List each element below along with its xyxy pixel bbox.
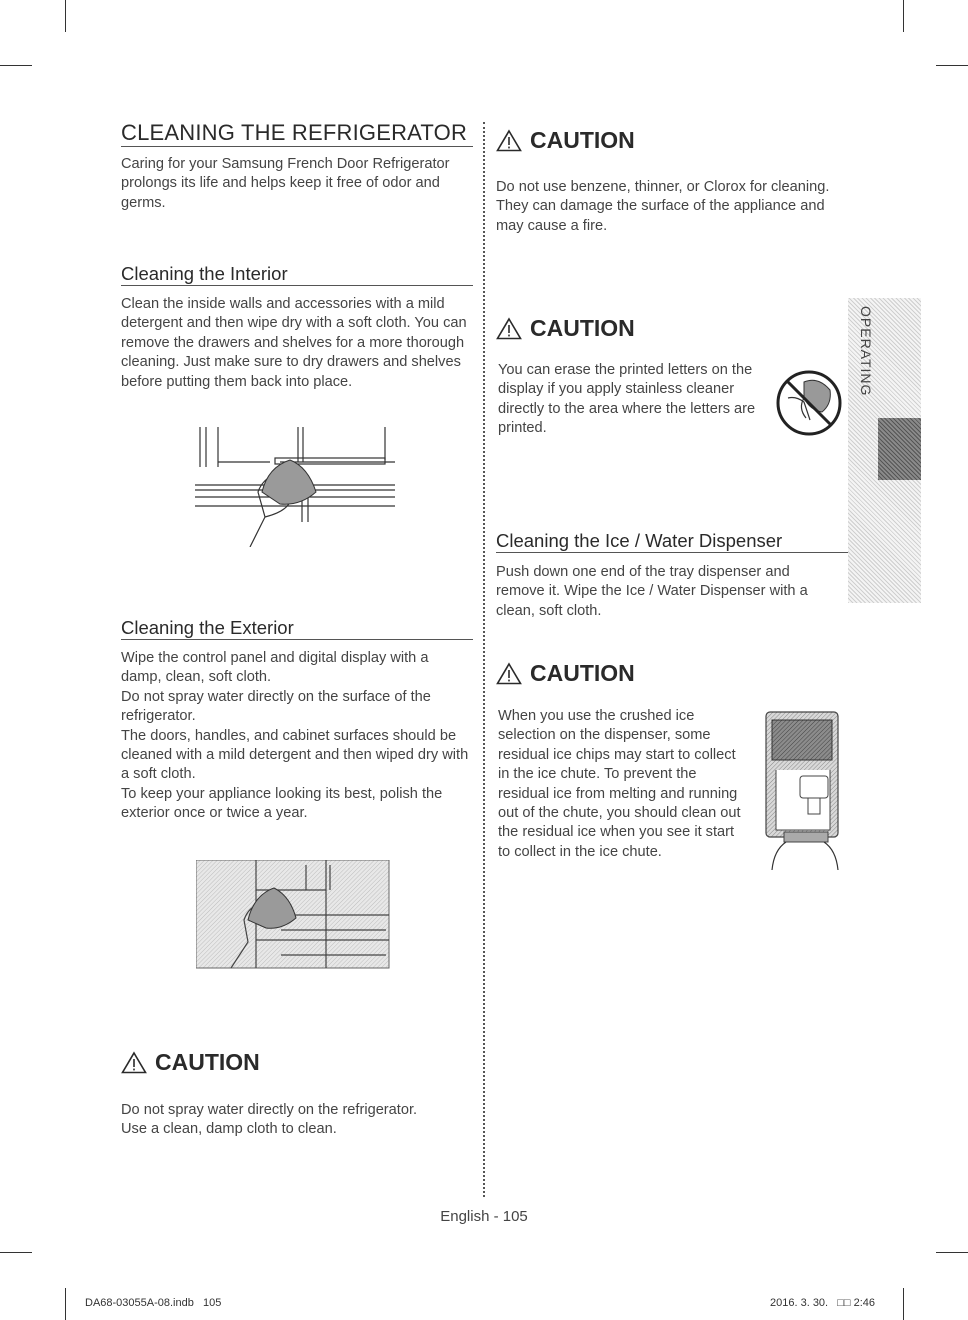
caution-line-2: Use a clean, damp cloth to clean. — [121, 1121, 337, 1138]
warning-triangle-icon — [496, 129, 522, 152]
caution-title: CAUTION — [530, 127, 635, 153]
title-underline — [121, 146, 473, 147]
warning-triangle-icon — [496, 662, 522, 685]
column-separator — [483, 122, 485, 1197]
side-tab-marker — [878, 418, 921, 480]
caution-text: You can erase the printed letters on the display if you apply stainless cleaner directly to the area where the letters are printed. — [498, 362, 756, 437]
crop-mark — [65, 0, 66, 32]
caution-text — [121, 1101, 473, 1140]
crop-mark — [936, 1252, 968, 1253]
no-cleaner-icon — [774, 368, 844, 438]
exterior-para-3: The doors, handles, and cabinet surfaces should be cleaned with a mild detergent and then wiped dry with a soft cloth. — [121, 727, 469, 783]
interior-underline — [121, 285, 473, 286]
dispenser-text: Push down one end of the tray dispenser and remove it. Wipe the Ice / Water Dispenser with a clean, soft cloth. — [496, 564, 808, 619]
caution-title: CAUTION — [530, 660, 635, 686]
exterior-heading: Cleaning the Exterior — [121, 617, 294, 638]
dispenser-underline — [496, 552, 848, 553]
caution-heading — [121, 1049, 260, 1076]
interior-illustration — [190, 422, 405, 547]
caution-line-1: Do not use benzene, thinner, or Clorox for cleaning. — [496, 179, 830, 195]
exterior-underline — [121, 639, 473, 640]
caution-text: When you use the crushed ice selection on the dispenser, some residual ice chips may start to collect in the ice chute. To prevent the residual ice from melting and running out of the chute, you should clean out the residual ice when you see it start to collect in the ice chute. — [498, 708, 741, 860]
caution-heading — [496, 315, 635, 342]
exterior-para-4: To keep your appliance looking its best, polish the exterior once or twice a year. — [121, 785, 443, 822]
dispenser-heading: Cleaning the Ice / Water Dispenser — [496, 530, 783, 551]
exterior-para-1: Wipe the control panel and digital display with a damp, clean, soft cloth. — [121, 650, 429, 686]
caution-line-1: Do not spray water directly on the refrigerator. — [121, 1102, 418, 1118]
crop-mark — [65, 1288, 66, 1320]
side-tab-label: OPERATING — [858, 306, 874, 397]
interior-text: Clean the inside walls and accessories with a mild detergent and then wipe dry with a soft cloth. You can remove the drawers and shelves for a more thorough cleaning. Just make sure to dry drawers and shelves before putting them back into place. — [121, 296, 467, 390]
exterior-text — [121, 649, 473, 824]
page-number: English - 105 — [440, 1208, 528, 1225]
dispenser-illustration — [762, 710, 844, 872]
crop-mark — [936, 65, 968, 66]
section-side-tab — [848, 298, 921, 603]
warning-triangle-icon — [121, 1051, 147, 1074]
caution-heading — [496, 660, 635, 687]
caution-title: CAUTION — [155, 1049, 260, 1075]
crop-mark — [0, 65, 32, 66]
warning-triangle-icon — [496, 317, 522, 340]
exterior-para-2: Do not spray water directly on the surface of the refrigerator. — [121, 688, 431, 725]
caution-text — [496, 178, 851, 236]
crop-mark — [0, 1252, 32, 1253]
main-title: CLEANING THE REFRIGERATOR — [121, 120, 468, 145]
intro-text: Caring for your Samsung French Door Refrigerator prolongs its life and helps keep it free of odor and germs. — [121, 156, 450, 211]
exterior-illustration — [196, 860, 391, 970]
interior-heading: Cleaning the Interior — [121, 263, 288, 284]
footer-date: 2016. 3. 30. □□ 2:46 — [770, 1297, 876, 1309]
caution-line-2: They can damage the surface of the appliance and may cause a fire. — [496, 198, 825, 234]
crop-mark — [903, 1288, 904, 1320]
crop-mark — [903, 0, 904, 32]
caution-title: CAUTION — [530, 315, 635, 341]
caution-heading — [496, 127, 635, 154]
footer-file: DA68-03055A-08.indb 105 — [85, 1297, 222, 1309]
